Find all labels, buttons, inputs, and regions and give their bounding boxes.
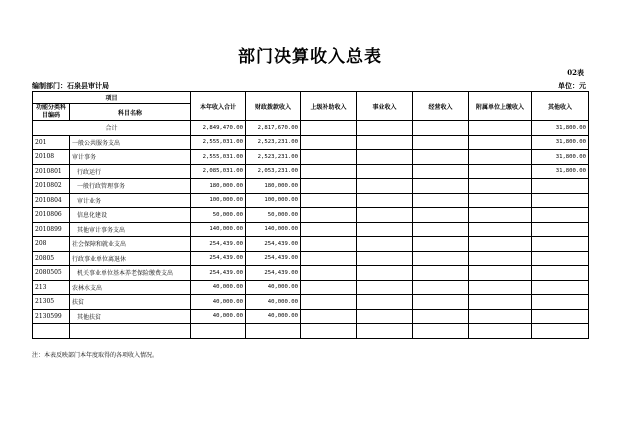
header-col-2: 上级补助收入 — [301, 92, 357, 121]
row-value — [413, 150, 469, 165]
table-row — [33, 135, 589, 150]
row-subject-name: 审计业务 — [70, 193, 191, 208]
row-code: 20805 — [33, 251, 70, 266]
row-subject-name: 扶贫 — [70, 295, 191, 310]
row-value — [301, 295, 357, 310]
row-value — [469, 324, 532, 339]
row-subject-name: 其他扶贫 — [70, 309, 191, 324]
total-value: 2,849,470.00 — [191, 121, 246, 136]
row-subject-name: 行政运行 — [70, 164, 191, 179]
row-value — [469, 164, 532, 179]
row-subject-name: 一般行政管理事务 — [70, 179, 191, 194]
row-value — [413, 280, 469, 295]
row-value — [301, 222, 357, 237]
row-value: 140,000.00 — [191, 222, 246, 237]
row-value: 254,439.00 — [191, 237, 246, 252]
row-code: 2010806 — [33, 208, 70, 223]
table-row — [33, 324, 589, 339]
header-col-1: 财政拨款收入 — [246, 92, 301, 121]
row-value — [532, 309, 589, 324]
total-value — [413, 121, 469, 136]
row-value — [469, 237, 532, 252]
row-value — [357, 251, 413, 266]
row-value — [301, 251, 357, 266]
row-value — [532, 193, 589, 208]
unit-label: 单位：元 — [558, 81, 586, 90]
table-row — [33, 164, 589, 179]
row-value — [469, 179, 532, 194]
row-value — [357, 164, 413, 179]
row-value — [301, 179, 357, 194]
row-value — [532, 208, 589, 223]
row-value — [357, 150, 413, 165]
row-value — [357, 208, 413, 223]
row-value: 2,085,031.00 — [191, 164, 246, 179]
row-value — [413, 295, 469, 310]
row-value — [301, 193, 357, 208]
row-value — [413, 193, 469, 208]
row-value: 31,800.00 — [532, 135, 589, 150]
report-title: 部门决算收入总表 — [238, 47, 382, 67]
footnote: 注：本表反映部门本年度取得的各项收入情况。 — [32, 352, 159, 359]
row-code: 2010804 — [33, 193, 70, 208]
row-value — [413, 251, 469, 266]
table-row — [33, 193, 589, 208]
row-value — [469, 280, 532, 295]
header-col-3: 事业收入 — [357, 92, 413, 121]
row-value: 31,800.00 — [532, 164, 589, 179]
row-subject-name: 其他审计事务支出 — [70, 222, 191, 237]
row-value — [413, 266, 469, 281]
row-value: 254,439.00 — [191, 251, 246, 266]
row-code: 2010802 — [33, 179, 70, 194]
row-value — [532, 280, 589, 295]
row-value — [301, 324, 357, 339]
row-value: 50,000.00 — [246, 208, 301, 223]
row-value — [413, 208, 469, 223]
row-code: 208 — [33, 237, 70, 252]
row-subject-name: 信息化建设 — [70, 208, 191, 223]
table-row — [33, 266, 589, 281]
row-value — [469, 309, 532, 324]
total-row — [33, 121, 589, 136]
row-value — [532, 295, 589, 310]
header-col-0: 本年收入合计 — [191, 92, 246, 121]
row-value: 40,000.00 — [246, 280, 301, 295]
row-value — [301, 135, 357, 150]
header-func-code: 功能分类科目编码 — [33, 104, 70, 121]
row-value: 140,000.00 — [246, 222, 301, 237]
row-value: 40,000.00 — [246, 309, 301, 324]
row-value — [301, 208, 357, 223]
row-value — [357, 309, 413, 324]
header-col-5: 附属单位上缴收入 — [469, 92, 532, 121]
table-row — [33, 208, 589, 223]
row-subject-name — [70, 324, 191, 339]
row-value — [301, 280, 357, 295]
row-value — [301, 266, 357, 281]
row-value: 40,000.00 — [191, 295, 246, 310]
row-value: 40,000.00 — [246, 295, 301, 310]
table-row — [33, 309, 589, 324]
row-value: 2,053,231.00 — [246, 164, 301, 179]
row-code: 213 — [33, 280, 70, 295]
header-col-6: 其他收入 — [532, 92, 589, 121]
row-value: 2,555,031.00 — [191, 135, 246, 150]
row-value — [413, 237, 469, 252]
table-row — [33, 280, 589, 295]
row-value — [469, 193, 532, 208]
row-value: 180,000.00 — [246, 179, 301, 194]
row-value: 100,000.00 — [246, 193, 301, 208]
row-value — [301, 309, 357, 324]
row-value: 254,439.00 — [191, 266, 246, 281]
row-value — [357, 135, 413, 150]
row-value — [301, 237, 357, 252]
row-code: 2010801 — [33, 164, 70, 179]
row-value — [357, 222, 413, 237]
row-code: 20108 — [33, 150, 70, 165]
row-value — [301, 150, 357, 165]
department-label: 编制部门：石泉县审计局 — [32, 81, 109, 90]
row-value: 180,000.00 — [191, 179, 246, 194]
row-value: 50,000.00 — [191, 208, 246, 223]
table-row — [33, 237, 589, 252]
row-value — [469, 135, 532, 150]
income-summary-table — [32, 91, 589, 339]
header-subject-name: 科目名称 — [70, 104, 191, 121]
row-subject-name: 行政事业单位离退休 — [70, 251, 191, 266]
row-value — [469, 208, 532, 223]
row-value — [469, 251, 532, 266]
row-value — [532, 251, 589, 266]
row-code: 21305 — [33, 295, 70, 310]
row-subject-name: 一般公共服务支出 — [70, 135, 191, 150]
row-value — [413, 164, 469, 179]
row-value — [532, 266, 589, 281]
row-subject-name: 农林水支出 — [70, 280, 191, 295]
total-value: 2,817,670.00 — [246, 121, 301, 136]
row-value — [532, 222, 589, 237]
row-value — [469, 222, 532, 237]
row-value: 31,800.00 — [532, 150, 589, 165]
row-value — [532, 237, 589, 252]
row-subject-name: 机关事业单位基本养老保险缴费支出 — [70, 266, 191, 281]
row-value — [532, 324, 589, 339]
row-value — [246, 324, 301, 339]
row-value — [413, 324, 469, 339]
row-value: 100,000.00 — [191, 193, 246, 208]
row-value: 254,439.00 — [246, 237, 301, 252]
row-value — [469, 295, 532, 310]
row-code: 201 — [33, 135, 70, 150]
row-value: 254,439.00 — [246, 251, 301, 266]
total-value — [357, 121, 413, 136]
row-value — [413, 222, 469, 237]
row-value: 40,000.00 — [191, 280, 246, 295]
header-col-4: 经营收入 — [413, 92, 469, 121]
row-value — [357, 280, 413, 295]
row-value — [357, 266, 413, 281]
row-value: 2,523,231.00 — [246, 135, 301, 150]
row-value — [413, 135, 469, 150]
row-value — [469, 150, 532, 165]
row-code: 2010899 — [33, 222, 70, 237]
row-value — [413, 309, 469, 324]
row-subject-name: 社会保障和就业支出 — [70, 237, 191, 252]
row-code — [33, 324, 70, 339]
row-code: 2130599 — [33, 309, 70, 324]
table-row — [33, 150, 589, 165]
row-value — [357, 179, 413, 194]
row-value: 2,555,031.00 — [191, 150, 246, 165]
row-value — [413, 179, 469, 194]
row-value: 2,523,231.00 — [246, 150, 301, 165]
row-value — [532, 179, 589, 194]
row-value — [357, 237, 413, 252]
row-value — [357, 324, 413, 339]
row-value — [301, 164, 357, 179]
table-row — [33, 251, 589, 266]
total-value: 31,800.00 — [532, 121, 589, 136]
total-label: 合计 — [33, 121, 191, 136]
row-value — [469, 266, 532, 281]
total-value — [301, 121, 357, 136]
form-number: 02表 — [567, 68, 584, 77]
row-value: 40,000.00 — [191, 309, 246, 324]
table-row — [33, 295, 589, 310]
header-item: 项目 — [33, 92, 191, 104]
row-value: 254,439.00 — [246, 266, 301, 281]
row-value — [191, 324, 246, 339]
table-row — [33, 222, 589, 237]
total-value — [469, 121, 532, 136]
row-value — [357, 193, 413, 208]
table-row — [33, 179, 589, 194]
row-subject-name: 审计事务 — [70, 150, 191, 165]
row-code: 2080505 — [33, 266, 70, 281]
row-value — [357, 295, 413, 310]
